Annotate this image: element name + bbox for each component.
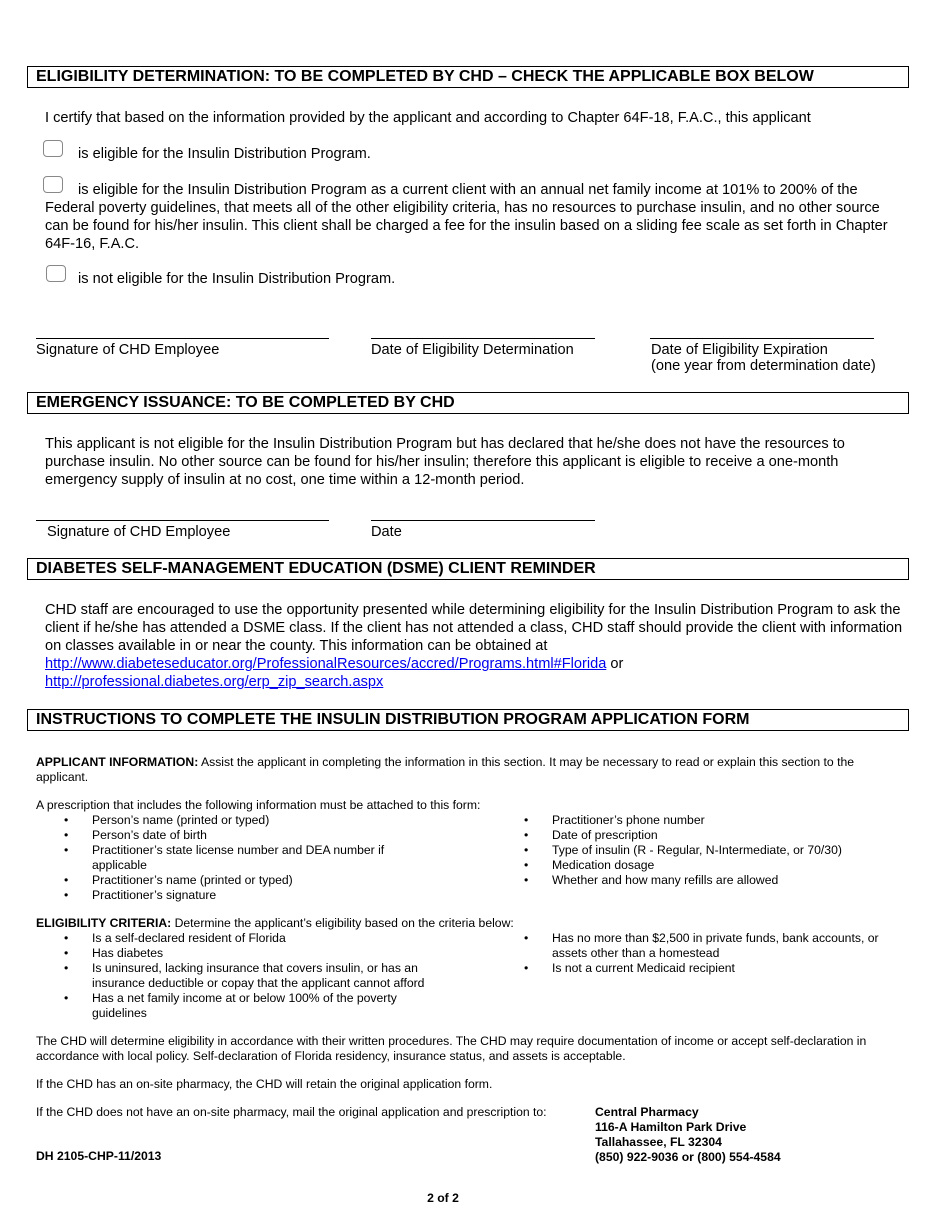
applicant-information-text: Assist the applicant in completing the information in this section. It may be necessary to read or explain this section to the applicant.: [36, 755, 855, 784]
expiration-date-label: Date of Eligibility Expiration: [651, 342, 828, 358]
signature-line[interactable]: [36, 338, 329, 339]
emergency-section-header: EMERGENCY ISSUANCE: TO BE COMPLETED BY CHD: [27, 392, 909, 414]
eligible-option-label: is eligible for the Insulin Distribution Program.: [78, 146, 371, 162]
mailing-address: [595, 1105, 781, 1165]
certify-statement: I certify that based on the information provided by the applicant and according to Chapter 64F-18, F.A.C., this applicant: [45, 110, 811, 126]
emergency-signature-label: Signature of CHD Employee: [47, 524, 231, 540]
list-item: • Practitioner’s phone number: [496, 813, 906, 828]
eligibility-criteria-text: Determine the applicant’s eligibility based on the criteria below:: [171, 916, 514, 930]
prescription-intro: A prescription that includes the following information must be attached to this form:: [36, 798, 481, 812]
emergency-signature-line[interactable]: [36, 520, 329, 521]
list-item: • Practitioner’s name (printed or typed): [36, 873, 396, 888]
criteria-list-right: [496, 931, 896, 976]
pharmacy-street: 116-A Hamilton Park Drive: [595, 1120, 747, 1134]
list-item: • Has diabetes: [36, 946, 436, 961]
eligibility-section-header: ELIGIBILITY DETERMINATION: TO BE COMPLETED BY CHD – CHECK THE APPLICABLE BOX BELOW: [27, 66, 909, 88]
list-item: • Is uninsured, lacking insurance that covers insulin, or has an insurance deductible or copay that the applicant cannot afford: [36, 961, 436, 991]
emergency-date-line[interactable]: [371, 520, 595, 521]
list-item: • Person’s date of birth: [36, 828, 396, 843]
eligible-fee-checkbox[interactable]: [43, 176, 63, 193]
expiration-date-line[interactable]: [650, 338, 874, 339]
eligible-fee-option-label: is eligible for the Insulin Distribution Program as a current client with an annual net family income at 101% to 200% of the: [78, 182, 858, 198]
pharmacy-phone: (850) 922-9036 or (800) 554-4584: [595, 1150, 781, 1164]
list-item: • Has no more than $2,500 in private funds, bank accounts, or assets other than a homestead: [496, 931, 896, 961]
eligibility-criteria-label: ELIGIBILITY CRITERIA:: [36, 916, 172, 930]
dsme-reminder-text: [45, 601, 911, 691]
applicant-information-label: APPLICANT INFORMATION:: [36, 755, 199, 769]
or-text: or: [606, 656, 624, 672]
determination-date-label: Date of Eligibility Determination: [371, 342, 574, 358]
signature-label: Signature of CHD Employee: [36, 342, 220, 358]
eligible-fee-option-detail: Federal poverty guidelines, that meets all of the other eligibility criteria, has no resources to purchase insulin, and no other source can be found for his/her insulin. This client shall be charged a fee for the insulin based on a sliding fee scale as set forth in Chapter 64F-16, F.A.C.: [45, 200, 888, 252]
prescription-list-left: [36, 813, 396, 903]
list-item: • Person’s name (printed or typed): [36, 813, 396, 828]
pharmacy-city: Tallahassee, FL 32304: [595, 1135, 722, 1149]
not-eligible-checkbox[interactable]: [46, 265, 66, 282]
diabeteseducator-link[interactable]: http://www.diabeteseducator.org/ProfessionalResources/accred/Programs.html#Florida: [45, 656, 607, 672]
eligibility-criteria-intro: [36, 916, 902, 931]
determination-date-line[interactable]: [371, 338, 595, 339]
page-number: 2 of 2: [427, 1191, 459, 1205]
eligible-checkbox[interactable]: [43, 140, 63, 157]
procedures-text: The CHD will determine eligibility in accordance with their written procedures. The CHD may require documentation of income or accept self-declaration in accordance with local policy. Self-declaration of Florida residency, insurance status, and assets is acceptable.: [36, 1034, 867, 1063]
list-item: • Is a self-declared resident of Florida: [36, 931, 436, 946]
dsme-section-header: DIABETES SELF-MANAGEMENT EDUCATION (DSME) CLIENT REMINDER: [27, 558, 909, 580]
instructions-section-header: INSTRUCTIONS TO COMPLETE THE INSULIN DISTRIBUTION PROGRAM APPLICATION FORM: [27, 709, 909, 731]
list-item: • Is not a current Medicaid recipient: [496, 961, 896, 976]
dsme-body: CHD staff are encouraged to use the opportunity presented while determining eligibility for the Insulin Distribution Program to ask the client if he/she has attended a DSME class. If the client has not attended a class, CHD staff should provide the client with information on classes available in or near the county. This information can be obtained at: [45, 602, 903, 654]
expiration-date-note: (one year from determination date): [651, 358, 876, 374]
applicant-information-instructions: [36, 755, 902, 785]
list-item: • Whether and how many refills are allowed: [496, 873, 906, 888]
diabetes-org-link[interactable]: http://professional.diabetes.org/erp_zip_search.aspx: [45, 674, 384, 690]
criteria-list-left: [36, 931, 436, 1021]
list-item: • Date of prescription: [496, 828, 906, 843]
list-item: • Has a net family income at or below 100% of the poverty guidelines: [36, 991, 436, 1021]
onsite-pharmacy-text: If the CHD has an on-site pharmacy, the CHD will retain the original application form.: [36, 1077, 493, 1091]
emergency-date-label: Date: [371, 524, 402, 540]
not-eligible-option-label: is not eligible for the Insulin Distribution Program.: [78, 271, 396, 287]
list-item: • Medication dosage: [496, 858, 906, 873]
list-item: • Practitioner’s state license number and DEA number if applicable: [36, 843, 396, 873]
prescription-list-right: [496, 813, 906, 888]
form-id: DH 2105-CHP-11/2013: [36, 1149, 162, 1163]
pharmacy-name: Central Pharmacy: [595, 1105, 699, 1119]
mail-instructions-text: If the CHD does not have an on-site pharmacy, mail the original application and prescription to:: [36, 1105, 547, 1119]
list-item: • Practitioner’s signature: [36, 888, 396, 903]
list-item: • Type of insulin (R - Regular, N-Intermediate, or 70/30): [496, 843, 906, 858]
emergency-statement: This applicant is not eligible for the Insulin Distribution Program but has declared that he/she does not have the resources to purchase insulin. No other source can be found for his/her insulin; therefore this applicant is eligible to receive a one-month emergency supply of insulin at no cost, one time within a 12-month period.: [45, 436, 845, 488]
